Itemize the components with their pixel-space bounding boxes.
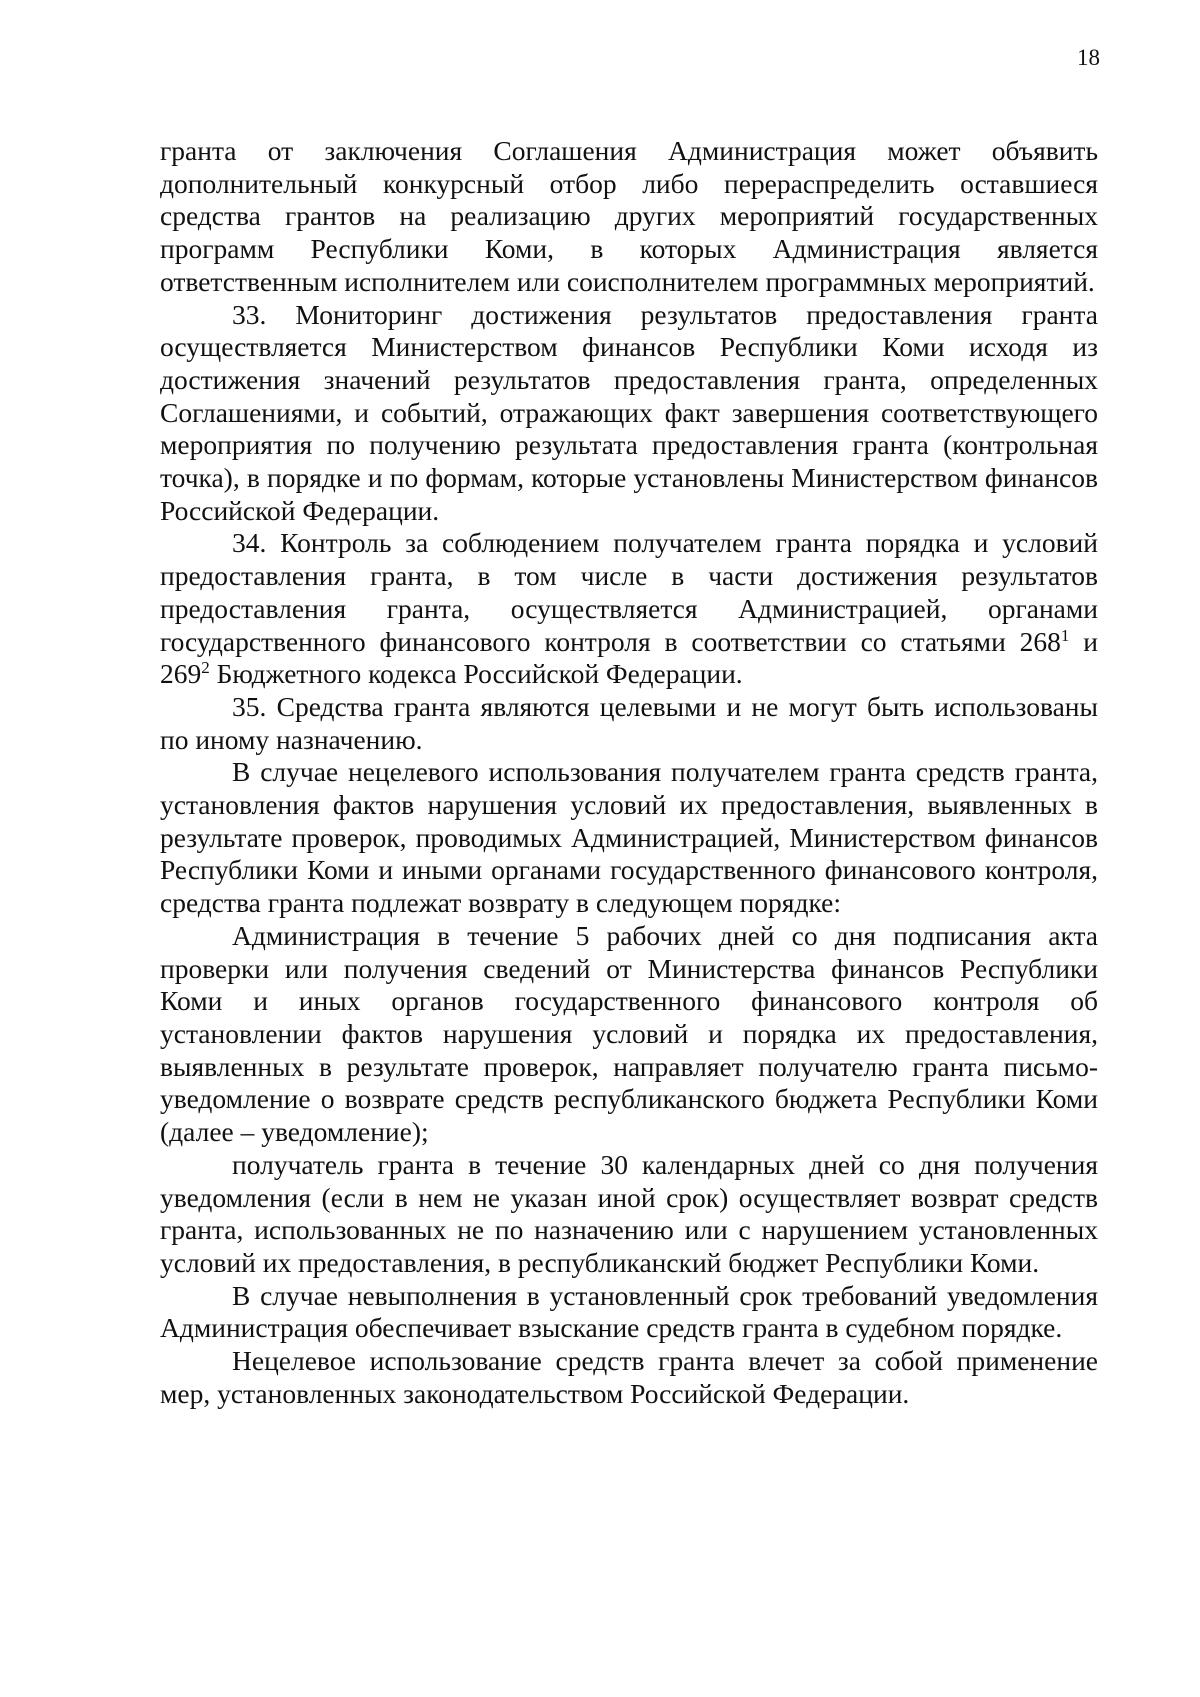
paragraph-recipient-refund: получатель гранта в течение 30 календарных дней со дня получения уведомления (если в нем не указан иной срок) осуществляет возврат средств гранта, использованных не по назначению или с нарушением установленных условий их предоставления, в республиканский бюджет Республики Коми.: [160, 1148, 1098, 1278]
paragraph-liability: Нецелевое использование средств гранта влечет за собой применение мер, установленных законодательством Российской Федерации.: [160, 1345, 1098, 1409]
paragraph-judicial-recovery: В случае невыполнения в установленный срок требований уведомления Администрация обеспечивает взыскание средств гранта в судебном порядке.: [160, 1279, 1098, 1344]
superscript-1: 1: [1060, 625, 1070, 645]
paragraph-administration-notice: Администрация в течение 5 рабочих дней со дня подписания акта проверки или получения сведений от Министерства финансов Республики Коми и иных органов государственного финансового контроля об установлении фактов нарушения условий и порядка их предоставления, выявленных в результате проверок, направляет получателю гранта письмо-уведомление о возврате средств республиканского бюджета Республики Коми (далее – уведомление);: [160, 919, 1098, 1148]
document-body: [160, 135, 1098, 1410]
paragraph-33-monitoring: 33. Мониторинг достижения результатов предоставления гранта осуществляется Министерством финансов Республики Коми исходя из достижения значений результатов предоставления гранта, определенных Соглашениями, и событий, отражающих факт завершения соответствующего мероприятия по получению результата предоставления гранта (контрольная точка), в порядке и по формам, которые установлены Министерством финансов Российской Федерации.: [160, 298, 1098, 526]
paragraph-35-target-use: 35. Средства гранта являются целевыми и не могут быть использованы по иному назначению.: [160, 690, 1098, 755]
paragraph-misuse-return: В случае нецелевого использования получателем гранта средств гранта, установления фактов нарушения условий их предоставления, выявленных в результате проверок, проводимых Администрацией, Министерством финансов Республики Коми и иными органами государственного финансового контроля, средства гранта подлежат возврату в следующем порядке:: [160, 756, 1098, 919]
superscript-2: 2: [201, 658, 210, 678]
page-number: 18: [1077, 45, 1100, 70]
paragraph-34-control: 34. Контроль за соблюдением получателем гранта порядка и условий предоставления гранта, в том числе в части достижения результатов предоставления гранта, осуществляется Администрацией, органами государственного финансового контроля в соответствии со статьями $268^1$ и $269^2$ Бюджетного кодекса Российской Федерации.: [160, 527, 1098, 690]
paragraph-grant-redistribution: гранта от заключения Соглашения Администрация может объявить дополнительный конкурсный отбор либо перераспределить оставшиеся средства грантов на реализацию других мероприятий государственных программ Республики Коми, в которых Администрация является ответственным исполнителем или соисполнителем программных мероприятий.: [160, 135, 1098, 297]
